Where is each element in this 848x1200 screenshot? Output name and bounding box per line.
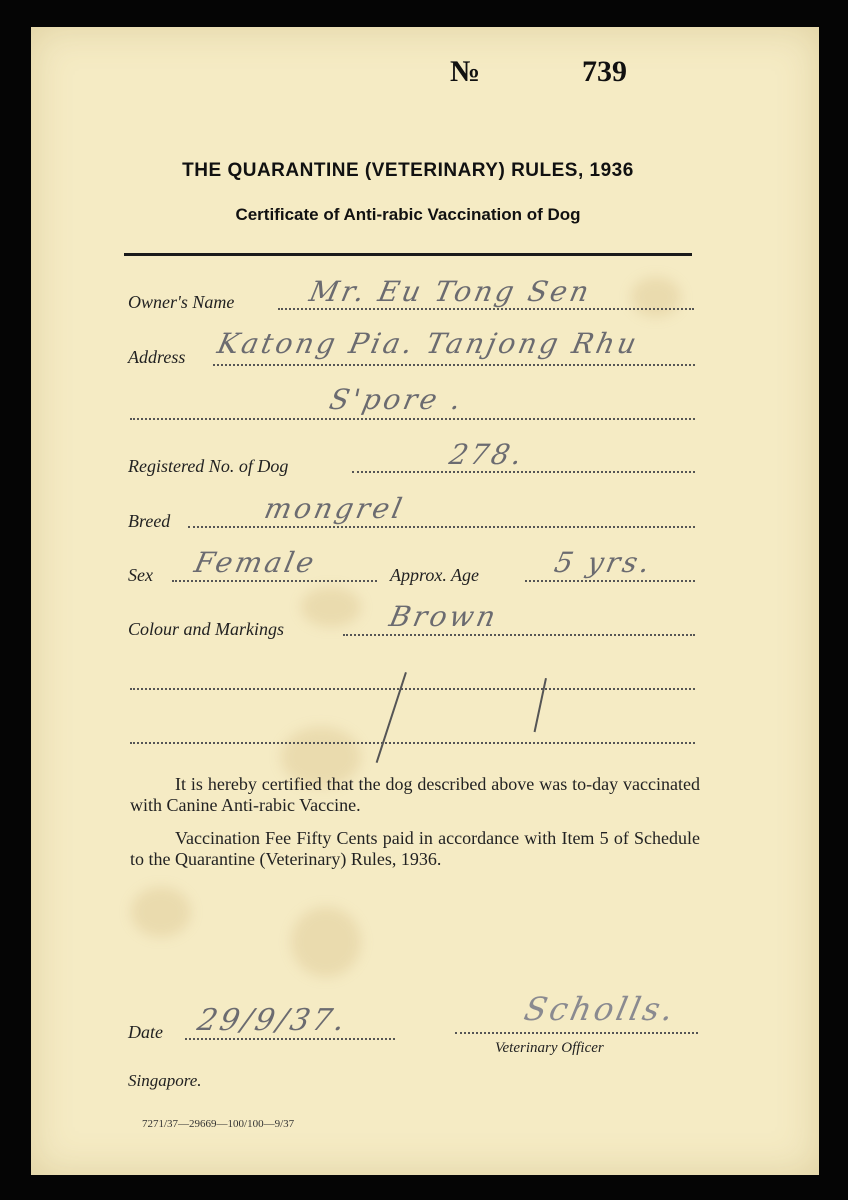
age-label: Approx. Age [390, 565, 479, 585]
age-line [525, 580, 695, 582]
address-label: Address [128, 347, 186, 367]
address-line-1 [213, 364, 695, 366]
signature-line [455, 1032, 698, 1034]
fee-text: Vaccination Fee Fifty Cents paid in accordance with Item 5 of Schedule to the Quarantine (Veterinary) Rules, 1936. [130, 828, 700, 869]
sex-label: Sex [128, 565, 153, 585]
address-line-2 [130, 418, 695, 420]
colour-value: Brown [386, 600, 502, 633]
title-divider [124, 253, 692, 256]
date-line [185, 1038, 395, 1040]
place-label: Singapore. [128, 1071, 202, 1090]
owner-label: Owner's Name [128, 292, 235, 312]
print-code: 7271/37—29669—100/100—9/37 [142, 1118, 295, 1130]
blank-line-1 [130, 688, 695, 690]
rules-title: THE QUARANTINE (VETERINARY) RULES, 1936 [182, 160, 634, 181]
registered-line [352, 471, 695, 473]
blank-line-2 [130, 742, 695, 744]
breed-label: Breed [128, 511, 171, 531]
officer-label: Veterinary Officer [495, 1040, 604, 1056]
colour-label: Colour and Markings [128, 619, 285, 639]
address-value-1: Katong Pia. Tanjong Rhu [214, 327, 643, 360]
breed-line [188, 526, 695, 528]
date-label: Date [128, 1022, 163, 1042]
owner-line [278, 308, 694, 310]
sex-line [172, 580, 377, 582]
sex-value: Female [191, 546, 320, 579]
officer-signature: Scholls. [520, 990, 680, 1028]
age-value: 5 yrs. [551, 546, 656, 579]
registered-value: 278. [446, 438, 528, 471]
breed-value: mongrel [261, 492, 408, 525]
colour-line [343, 634, 695, 636]
number-label: № [450, 55, 481, 88]
owner-value: Mr. Eu Tong Sen [306, 275, 595, 308]
address-value-2: S'pore . [326, 383, 467, 416]
certificate-subtitle: Certificate of Anti-rabic Vaccination of Dog [235, 205, 581, 224]
date-value: 29/9/37. [194, 1003, 351, 1038]
certification-text: It is hereby certified that the dog described above was to-day vaccinated with Canine Anti-rabic Vaccine. [130, 774, 700, 815]
registered-label: Registered No. of Dog [128, 456, 289, 476]
certificate-number: 739 [582, 55, 627, 88]
